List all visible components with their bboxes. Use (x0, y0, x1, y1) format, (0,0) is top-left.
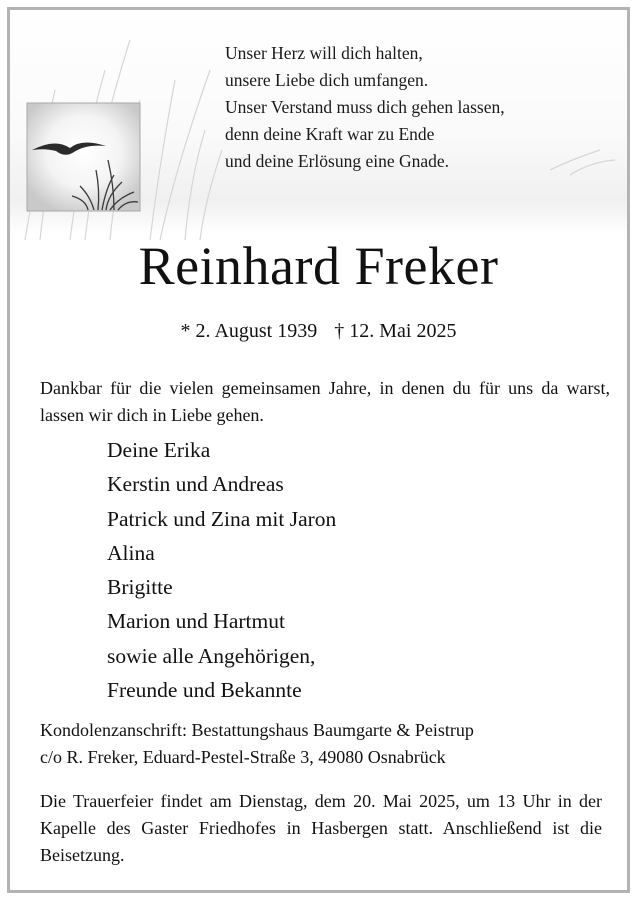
mourner-item: Kerstin und Andreas (107, 472, 284, 497)
mourner-item: Marion und Hartmut (107, 609, 285, 634)
mourner-item: sowie alle Angehörigen, (107, 643, 316, 668)
mourner-item: Freunde und Bekannte (107, 678, 302, 703)
mourner-item: Brigitte (107, 575, 173, 600)
poem-line: und deine Erlösung eine Gnade. (225, 151, 450, 171)
mourner-item: Deine Erika (107, 438, 211, 462)
sunset-square (27, 103, 140, 211)
life-dates (10, 320, 627, 343)
ceremony-info: Die Trauerfeier findet am Dienstag, dem 20. Mai 2025, um 13 Uhr in der Kapelle des Gaster Friedhofes in Hasbergen statt. Anschließend ist die Beisetzung. (40, 791, 602, 865)
mourner-item: Alina (107, 540, 155, 565)
poem (225, 40, 505, 175)
poem-line: unsere Liebe dich umfangen. (225, 70, 429, 90)
poem-line: Unser Verstand muss dich gehen lassen, (225, 97, 505, 117)
obituary-notice (7, 7, 630, 893)
poem-line: denn deine Kraft war zu Ende (225, 124, 435, 144)
mourners-list (107, 433, 336, 707)
poem-line: Unser Herz will dich halten, (225, 43, 423, 63)
mourner-item: Patrick und Zina mit Jaron (107, 506, 337, 531)
deceased-name: Reinhard Freker (138, 236, 499, 296)
condolence-address (40, 717, 610, 771)
condolence-line-2: c/o R. Freker, Eduard-Pestel-Straße 3, 49080 Osnabrück (40, 747, 446, 767)
condolence-line-1: Kondolenzanschrift: Bestattungshaus Baumgarte & Peistrup (40, 720, 474, 740)
thanks-text: Dankbar für die vielen gemeinsamen Jahre, in denen du für uns da warst, lassen wir dich in Liebe gehen. (40, 378, 610, 425)
birth-date: * 2. August 1939 (180, 320, 318, 342)
death-date: † 12. Mai 2025 (334, 320, 457, 342)
